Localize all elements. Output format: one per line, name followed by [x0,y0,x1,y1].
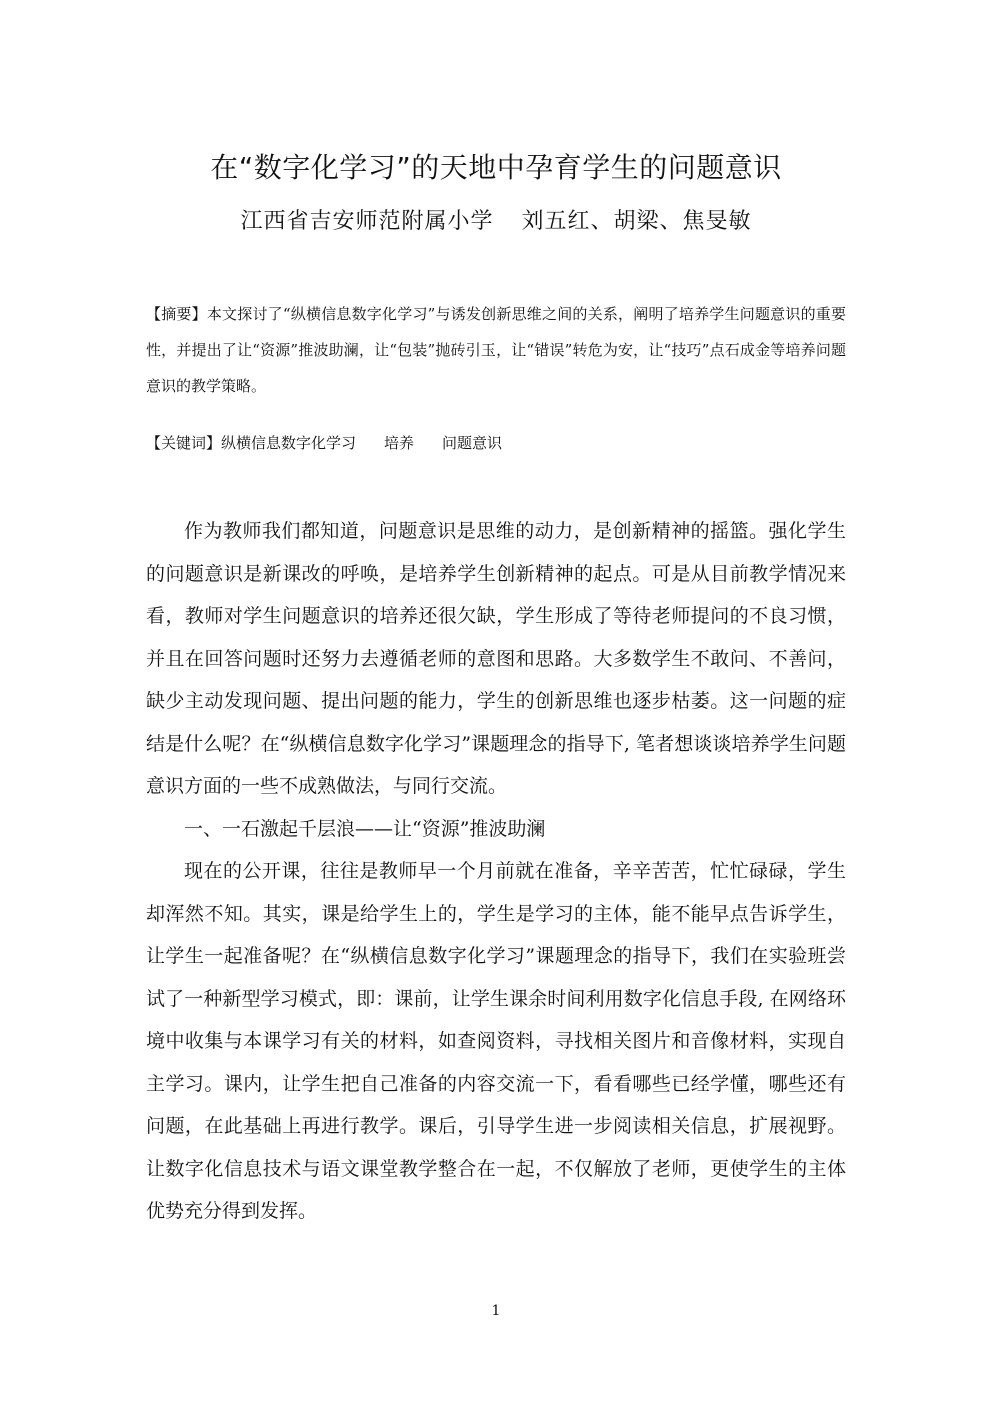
body-text [146,510,846,1233]
document-title: 在“数字化学习”的天地中孕育学生的问题意识 [210,151,782,184]
page-number: 1 [491,1303,501,1319]
keyword-item: 培养 [384,434,415,452]
keywords-label: 【关键词】 [146,434,222,452]
author-names: 刘五红、胡梁、焦旻敏 [521,209,752,234]
byline [0,204,992,235]
abstract-label: 【摘要】 [146,305,207,323]
body-paragraph: 现在的公开课，往往是教师早一个月前就在准备，辛辛苦苦，忙忙碌碌，学生却浑然不知。其实，课是给学生上的，学生是学习的主体，能不能早点告诉学生，让学生一起准备呢？在“纵横信息数字化学习”课题理念的指导下，我们在实验班尝试了一种新型学习模式，即：课前，让学生课余时间利用数字化信息手段, 在网络环境中收集与本课学习有关的材料，如查阅资料，寻找相关图片和音像材料，实现自主学习。课内，让学生把自己准备的内容交流一下，看看哪些已经学懂，哪些还有问题，在此基础上再进行教学。课后，引导学生进一步阅读相关信息，扩展视野。让数字化信息技术与语文课堂教学整合在一起，不仅解放了老师，更使学生的主体优势充分得到发挥。 [146,860,846,1222]
section-heading: 一、一石激起千层浪——让“资源”推波助澜 [184,817,546,840]
keyword-item: 问题意识 [442,434,503,452]
keywords [146,425,846,461]
abstract [146,296,846,404]
keyword-item: 纵横信息数字化学习 [221,434,357,452]
author-affiliation: 江西省吉安师范附属小学 [240,209,494,234]
body-paragraph: 作为教师我们都知道，问题意识是思维的动力，是创新精神的摇篮。强化学生的问题意识是新课改的呼唤，是培养学生创新精神的起点。可是从目前教学情况来看，教师对学生问题意识的培养还很欠缺，学生形成了等待老师提问的不良习惯，并且在回答问题时还努力去遵循老师的意图和思路。大多数学生不敢问、不善问，缺少主动发现问题、提出问题的能力，学生的创新思维也逐步枯萎。这一问题的症结是什么呢？在“纵横信息数字化学习”课题理念的指导下, 笔者想谈谈培养学生问题意识方面的一些不成熟做法，与同行交流。 [146,520,846,797]
abstract-text: 本文探讨了“纵横信息数字化学习”与诱发创新思维之间的关系，阐明了培养学生问题意识的重要性，并提出了让“资源”推波助澜，让“包装”抛砖引玉，让“错误”转危为安，让“技巧”点石成金等培养问题意识的教学策略。 [146,305,846,395]
